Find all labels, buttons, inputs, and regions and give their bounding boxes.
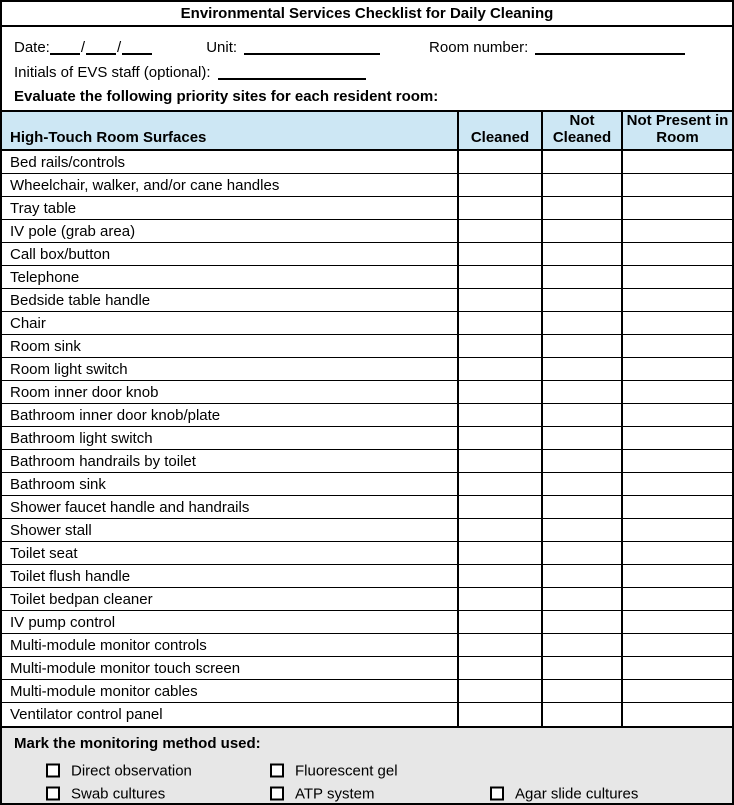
- cleaned-cell[interactable]: [457, 174, 541, 196]
- date-month-blank[interactable]: [50, 40, 80, 55]
- swab-cultures-label: Swab cultures: [71, 785, 166, 802]
- surface-name-cell: Call box/button: [10, 245, 111, 263]
- date-slash-1: /: [80, 38, 86, 56]
- fields-line-2: [2, 60, 732, 85]
- surface-name-cell: Shower stall: [10, 521, 92, 539]
- surface-name-cell: Shower faucet handle and handrails: [10, 498, 250, 516]
- surface-row: [2, 197, 732, 220]
- not-cleaned-cell[interactable]: [541, 404, 621, 426]
- surface-row: [2, 565, 732, 588]
- atp-system-label: ATP system: [295, 785, 375, 802]
- not-present-cell[interactable]: [621, 312, 732, 334]
- surface-name-cell: Multi-module monitor controls: [10, 636, 207, 654]
- agar-slide-cultures-label: Agar slide cultures: [515, 785, 639, 802]
- surface-name-cell: Bathroom handrails by toilet: [10, 452, 196, 470]
- option-direct-observation[interactable]: [46, 762, 192, 779]
- surface-row: [2, 174, 732, 197]
- surface-row: [2, 427, 732, 450]
- not-present-cell[interactable]: [621, 289, 732, 311]
- not-cleaned-cell[interactable]: [541, 174, 621, 196]
- fields-line-1: [2, 34, 732, 60]
- direct-observation-checkbox[interactable]: [46, 764, 60, 778]
- option-swab-cultures[interactable]: [46, 785, 165, 802]
- not-present-cell[interactable]: [621, 358, 732, 380]
- header-high-touch-surfaces: High-Touch Room Surfaces: [10, 129, 207, 146]
- not-cleaned-cell[interactable]: [541, 312, 621, 334]
- cleaned-cell[interactable]: [457, 588, 541, 610]
- agar-slide-cultures-checkbox[interactable]: [490, 787, 504, 801]
- header-cleaned: Cleaned: [457, 112, 541, 149]
- not-cleaned-cell[interactable]: [541, 289, 621, 311]
- surface-name-cell: Multi-module monitor cables: [10, 682, 198, 700]
- cleaned-cell[interactable]: [457, 657, 541, 679]
- monitoring-row-1: [2, 759, 732, 782]
- option-atp-system[interactable]: [270, 785, 374, 802]
- not-present-cell[interactable]: [621, 588, 732, 610]
- option-fluorescent-gel[interactable]: [270, 762, 398, 779]
- not-present-cell[interactable]: [621, 611, 732, 633]
- not-cleaned-cell[interactable]: [541, 151, 621, 173]
- cleaned-cell[interactable]: [457, 243, 541, 265]
- surface-row: [2, 381, 732, 404]
- surface-name-cell: Tray table: [10, 199, 77, 217]
- cleaned-cell[interactable]: [457, 542, 541, 564]
- not-cleaned-cell[interactable]: [541, 680, 621, 702]
- surface-name-cell: Toilet seat: [10, 544, 78, 562]
- direct-observation-label: Direct observation: [71, 762, 192, 779]
- initials-label: Initials of EVS staff (optional):: [14, 64, 211, 81]
- not-present-cell[interactable]: [621, 335, 732, 357]
- cleaned-cell[interactable]: [457, 381, 541, 403]
- surface-name-cell: Bathroom inner door knob/plate: [10, 406, 221, 424]
- swab-cultures-checkbox[interactable]: [46, 787, 60, 801]
- not-cleaned-cell[interactable]: [541, 450, 621, 472]
- cleaned-cell[interactable]: [457, 565, 541, 587]
- date-day-blank[interactable]: [86, 40, 116, 55]
- room-number-label: Room number:: [429, 38, 529, 56]
- surface-name-cell: IV pole (grab area): [10, 222, 136, 240]
- atp-system-checkbox[interactable]: [270, 787, 284, 801]
- surface-row: [2, 312, 732, 335]
- surface-row: [2, 680, 732, 703]
- not-present-cell[interactable]: [621, 197, 732, 219]
- surface-name-cell: Toilet flush handle: [10, 567, 131, 585]
- cleaned-cell[interactable]: [457, 450, 541, 472]
- not-present-cell[interactable]: [621, 496, 732, 518]
- initials-blank[interactable]: [218, 65, 366, 80]
- surface-row: [2, 542, 732, 565]
- surface-row: [2, 151, 732, 174]
- surface-name-cell: Room inner door knob: [10, 383, 159, 401]
- cleaned-cell[interactable]: [457, 220, 541, 242]
- not-present-cell[interactable]: [621, 542, 732, 564]
- not-cleaned-cell[interactable]: [541, 197, 621, 219]
- cleaned-cell[interactable]: [457, 404, 541, 426]
- not-present-cell[interactable]: [621, 657, 732, 679]
- cleaned-cell[interactable]: [457, 634, 541, 656]
- not-present-cell[interactable]: [621, 703, 732, 726]
- cleaned-cell[interactable]: [457, 312, 541, 334]
- table-header-row: [2, 112, 732, 151]
- surface-row: [2, 266, 732, 289]
- page-title: Environmental Services Checklist for Daily Cleaning: [2, 2, 732, 27]
- surface-row: [2, 289, 732, 312]
- surface-row: [2, 634, 732, 657]
- not-present-cell[interactable]: [621, 519, 732, 541]
- surface-row: [2, 220, 732, 243]
- not-present-cell[interactable]: [621, 634, 732, 656]
- not-present-cell[interactable]: [621, 680, 732, 702]
- not-present-cell[interactable]: [621, 404, 732, 426]
- surface-name-cell: Ventilator control panel: [10, 706, 163, 723]
- not-present-cell[interactable]: [621, 450, 732, 472]
- cleaned-cell[interactable]: [457, 519, 541, 541]
- not-present-cell[interactable]: [621, 220, 732, 242]
- date-slash-2: /: [117, 38, 122, 56]
- surface-row: [2, 358, 732, 381]
- not-present-cell[interactable]: [621, 174, 732, 196]
- option-agar-slide-cultures[interactable]: [490, 785, 638, 802]
- cleaned-cell[interactable]: [457, 197, 541, 219]
- surface-row: [2, 657, 732, 680]
- surface-name-cell: Telephone: [10, 268, 80, 286]
- not-cleaned-cell[interactable]: [541, 381, 621, 403]
- surface-name-cell: Room light switch: [10, 360, 128, 378]
- surface-row: [2, 450, 732, 473]
- monitoring-row-2: [2, 782, 732, 805]
- date-year-blank[interactable]: [122, 40, 152, 55]
- header-not-cleaned: Not Cleaned: [541, 112, 621, 149]
- not-cleaned-cell[interactable]: [541, 266, 621, 288]
- surface-name-cell: Toilet bedpan cleaner: [10, 590, 153, 608]
- monitoring-section: [2, 726, 732, 805]
- not-present-cell[interactable]: [621, 473, 732, 495]
- surface-name-cell: Bed rails/controls: [10, 153, 126, 171]
- not-cleaned-cell[interactable]: [541, 703, 621, 726]
- surface-row: [2, 473, 732, 496]
- not-cleaned-cell[interactable]: [541, 611, 621, 633]
- surface-row: [2, 404, 732, 427]
- fluorescent-gel-checkbox[interactable]: [270, 764, 284, 778]
- monitoring-heading: Mark the monitoring method used:: [14, 735, 261, 752]
- not-cleaned-cell[interactable]: [541, 335, 621, 357]
- surface-row: [2, 496, 732, 519]
- fields-section: [2, 27, 732, 112]
- surface-name-cell: Multi-module monitor touch screen: [10, 659, 241, 677]
- not-cleaned-cell[interactable]: [541, 634, 621, 656]
- not-cleaned-cell[interactable]: [541, 473, 621, 495]
- not-present-cell[interactable]: [621, 381, 732, 403]
- cleaned-cell[interactable]: [457, 335, 541, 357]
- not-cleaned-cell[interactable]: [541, 243, 621, 265]
- not-cleaned-cell[interactable]: [541, 565, 621, 587]
- not-cleaned-cell[interactable]: [541, 358, 621, 380]
- surface-name-cell: Chair: [10, 314, 46, 332]
- surface-name-cell: Room sink: [10, 337, 81, 355]
- cleaned-cell[interactable]: [457, 266, 541, 288]
- cleaned-cell[interactable]: [457, 427, 541, 449]
- surface-row: [2, 335, 732, 358]
- unit-label: Unit:: [206, 38, 238, 56]
- surface-row: [2, 519, 732, 542]
- fluorescent-gel-label: Fluorescent gel: [295, 762, 398, 779]
- surface-name-cell: IV pump control: [10, 613, 116, 631]
- instruction-text: Evaluate the following priority sites for each resident room:: [14, 87, 439, 105]
- surface-name-cell: Bathroom light switch: [10, 429, 153, 447]
- cleaned-cell[interactable]: [457, 680, 541, 702]
- not-present-cell[interactable]: [621, 243, 732, 265]
- not-cleaned-cell[interactable]: [541, 427, 621, 449]
- cleaned-cell[interactable]: [457, 611, 541, 633]
- not-present-cell[interactable]: [621, 427, 732, 449]
- not-cleaned-cell[interactable]: [541, 519, 621, 541]
- not-cleaned-cell[interactable]: [541, 542, 621, 564]
- cleaned-cell[interactable]: [457, 289, 541, 311]
- surface-name-cell: Wheelchair, walker, and/or cane handles: [10, 176, 280, 194]
- unit-blank[interactable]: [244, 40, 380, 55]
- surface-name-cell: Bedside table handle: [10, 291, 151, 309]
- surface-row: [2, 243, 732, 266]
- header-not-present-in-room: Not Present in Room: [621, 112, 732, 149]
- surface-rows: [2, 151, 732, 726]
- surface-row: [2, 703, 732, 726]
- cleaned-cell[interactable]: [457, 473, 541, 495]
- not-cleaned-cell[interactable]: [541, 588, 621, 610]
- surface-row: [2, 611, 732, 634]
- surface-row: [2, 588, 732, 611]
- cleaned-cell[interactable]: [457, 151, 541, 173]
- cleaned-cell[interactable]: [457, 703, 541, 726]
- surface-name-cell: Bathroom sink: [10, 475, 106, 493]
- cleaned-cell[interactable]: [457, 496, 541, 518]
- date-label: Date:: [14, 38, 50, 56]
- not-present-cell[interactable]: [621, 151, 732, 173]
- room-number-blank[interactable]: [535, 40, 685, 55]
- not-present-cell[interactable]: [621, 266, 732, 288]
- not-cleaned-cell[interactable]: [541, 657, 621, 679]
- not-cleaned-cell[interactable]: [541, 220, 621, 242]
- not-cleaned-cell[interactable]: [541, 496, 621, 518]
- cleaned-cell[interactable]: [457, 358, 541, 380]
- not-present-cell[interactable]: [621, 565, 732, 587]
